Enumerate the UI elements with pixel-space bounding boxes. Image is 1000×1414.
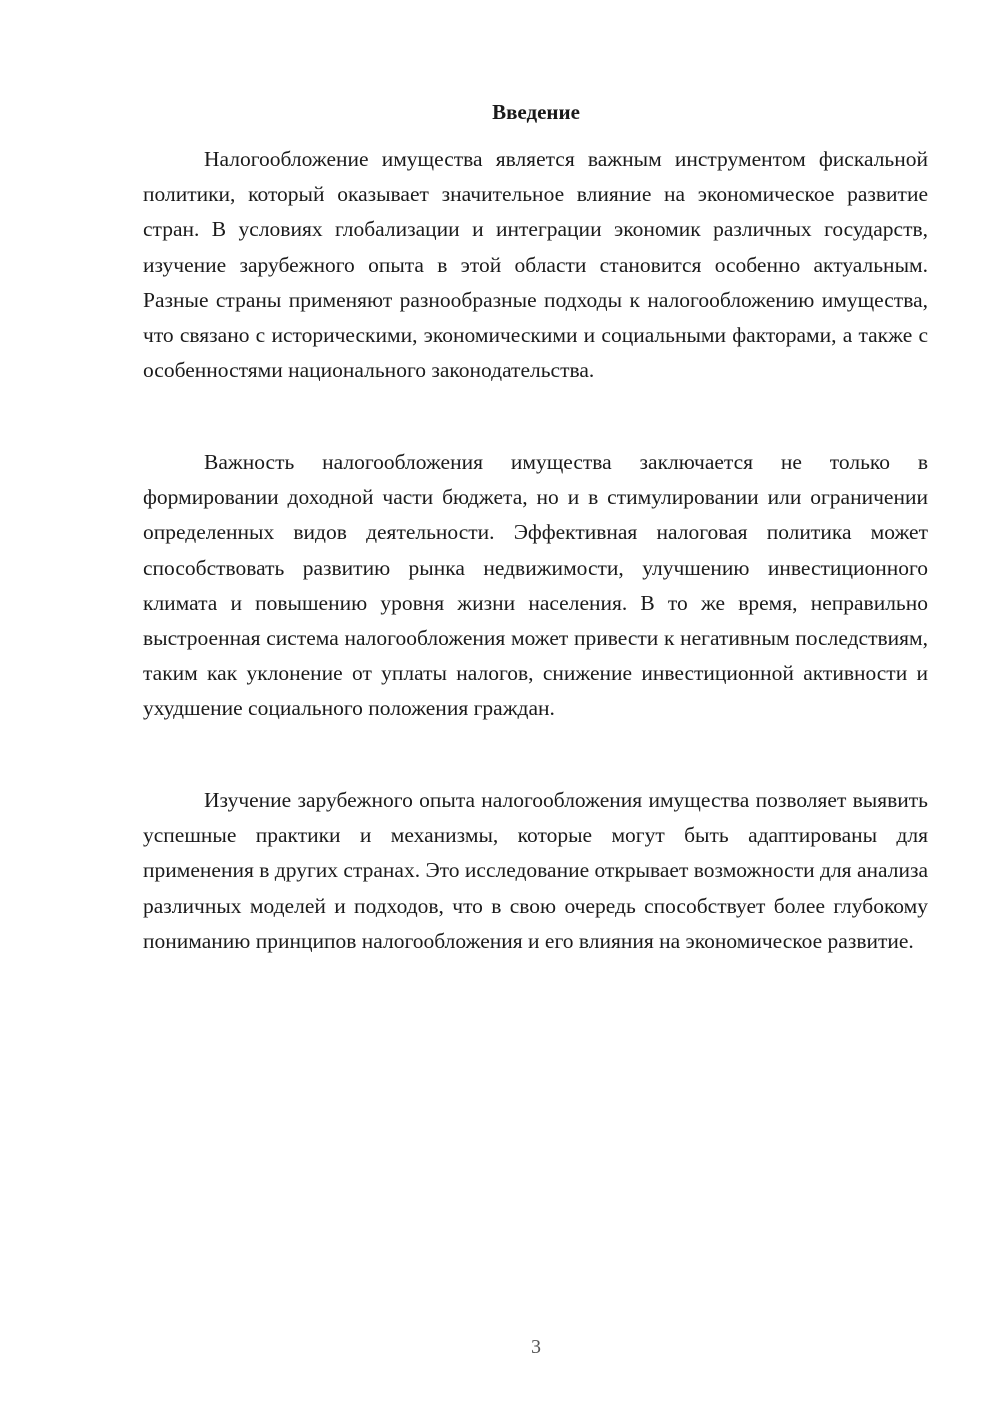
paragraph-1: Налогообложение имущества является важным инструментом фискальной политики, который оказывает значительное влияние на экономическое развитие стран. В условиях глобализации и интеграции экономик различных государств, изучение зарубежного опыта в этой области становится особенно актуальным. Разные страны применяют разнообразные подходы к налогообложению имущества, что связано с историческими, экономическими и социальными факторами, а также с особенностями национального законодательства. <box>143 147 928 383</box>
section-title: Введение <box>492 100 580 124</box>
paragraph-2: Важность налогообложения имущества заключается не только в формировании доходной части бюджета, но и в стимулировании или ограничении определенных видов деятельности. Эффективная налоговая политика может способствовать развитию рынка недвижимости, улучшению инвестиционного климата и повышению уровня жизни населения. В то же время, неправильно выстроенная система налогообложения может привести к негативным последствиям, таким как уклонение от уплаты налогов, снижение инвестиционной активности и ухудшение социального положения граждан. <box>143 450 928 721</box>
page-number: 3 <box>531 1336 541 1358</box>
paragraph-3: Изучение зарубежного опыта налогообложения имущества позволяет выявить успешные практики и механизмы, которые могут быть адаптированы для применения в других странах. Это исследование открывает возможности для анализа различных моделей и подходов, что в свою очередь способствует более глубокому пониманию принципов налогообложения и его влияния на экономическое развитие. <box>143 788 928 953</box>
